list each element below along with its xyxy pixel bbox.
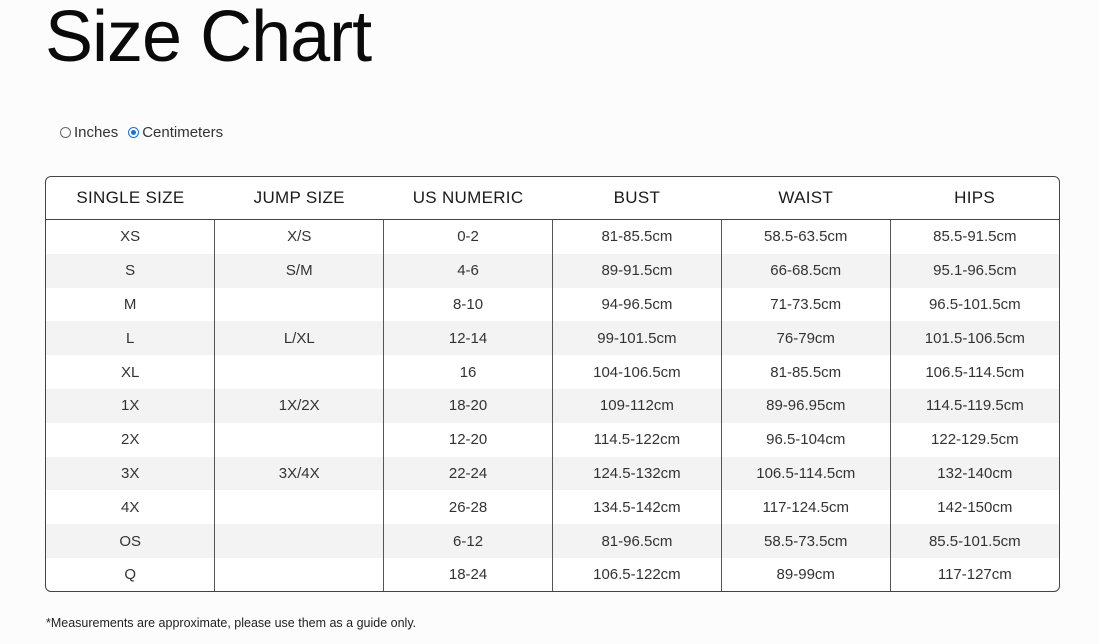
cell-bust: 89-91.5cm: [552, 254, 721, 288]
table-row: [46, 558, 1059, 592]
cell-waist: 89-96.95cm: [721, 389, 890, 423]
cell-us-numeric: 4-6: [384, 254, 553, 288]
cell-jump-size: [215, 558, 384, 592]
cell-single-size: 1X: [46, 389, 215, 423]
cell-us-numeric: 16: [384, 355, 553, 389]
table-row: [46, 490, 1059, 524]
cell-waist: 76-79cm: [721, 321, 890, 355]
header-us-numeric: US NUMERIC: [384, 177, 553, 220]
cell-bust: 134.5-142cm: [552, 490, 721, 524]
cell-waist: 71-73.5cm: [721, 288, 890, 322]
cell-hips: 96.5-101.5cm: [928, 295, 1021, 313]
cell-waist: 117-124.5cm: [721, 490, 890, 524]
table-row: [46, 423, 1059, 457]
cell-waist: 58.5-63.5cm: [721, 220, 890, 254]
cell-hips: 114.5-119.5cm: [890, 389, 1059, 423]
cell-single-size: 4X: [46, 490, 215, 524]
unit-option-centimeters[interactable]: [128, 124, 223, 141]
header-single-size: SINGLE SIZE: [46, 177, 215, 220]
cell-hips: 142-150cm: [937, 498, 1013, 516]
cell-waist: 106.5-114.5cm: [721, 457, 890, 491]
header-jump-size: JUMP SIZE: [215, 177, 384, 220]
unit-toggle: [60, 124, 223, 141]
table-row: [46, 321, 1059, 355]
inches-radio[interactable]: [60, 127, 71, 138]
cell-hips: 122-129.5cm: [931, 431, 1019, 449]
cell-waist: 58.5-73.5cm: [721, 524, 890, 558]
cell-hips: 132-140cm: [890, 457, 1059, 491]
cell-waist: 96.5-104cm: [721, 423, 890, 457]
cell-hips: 85.5-101.5cm: [890, 524, 1059, 558]
cell-hips: 106.5-114.5cm: [925, 363, 1025, 381]
cell-hips: 117-127cm: [937, 566, 1012, 584]
cell-single-size: OS: [46, 524, 215, 558]
cell-bust: 94-96.5cm: [552, 288, 721, 322]
cell-us-numeric: 18-24: [384, 558, 553, 592]
cell-us-numeric: 0-2: [384, 220, 553, 254]
inches-label: Inches: [74, 124, 119, 141]
cell-jump-size: 3X/4X: [215, 457, 384, 491]
cell-single-size: 2X: [46, 423, 215, 457]
cell-hips: 101.5-106.5cm: [890, 321, 1059, 355]
table-row: [46, 288, 1059, 322]
header-waist: WAIST: [721, 177, 890, 220]
table-header-row: [46, 177, 1059, 220]
cell-jump-size: 1X/2X: [215, 389, 384, 423]
cell-single-size: XS: [46, 220, 215, 254]
table-row: [46, 220, 1059, 254]
cell-single-size: XL: [46, 355, 215, 389]
cell-us-numeric: 12-20: [384, 423, 553, 457]
cell-jump-size: [215, 288, 384, 322]
cell-us-numeric: 26-28: [384, 490, 553, 524]
cell-jump-size: [215, 524, 384, 558]
cell-single-size: Q: [46, 558, 215, 592]
cell-us-numeric: 18-20: [384, 389, 553, 423]
cell-waist: 66-68.5cm: [721, 254, 890, 288]
cell-jump-size: [215, 423, 384, 457]
cell-jump-size: L/XL: [215, 321, 384, 355]
cell-us-numeric: 22-24: [384, 457, 553, 491]
page-title: Size Chart: [45, 0, 372, 77]
cell-hips: 85.5-91.5cm: [933, 228, 1017, 246]
header-hips: HIPS: [890, 177, 1059, 220]
measurement-footnote: *Measurements are approximate, please use them as a guide only.: [46, 616, 417, 630]
centimeters-radio[interactable]: [128, 127, 139, 138]
cell-bust: 109-112cm: [552, 389, 721, 423]
size-table: [46, 177, 1059, 592]
table-row: [46, 389, 1059, 423]
cell-bust: 104-106.5cm: [552, 355, 721, 389]
cell-single-size: S: [46, 254, 215, 288]
table-row: [46, 254, 1059, 288]
header-bust: BUST: [552, 177, 721, 220]
cell-bust: 81-96.5cm: [552, 524, 721, 558]
table-row: [46, 457, 1059, 491]
size-table-body: [46, 220, 1059, 592]
cell-us-numeric: 12-14: [384, 321, 553, 355]
size-table-container: [45, 176, 1060, 592]
cell-hips: 95.1-96.5cm: [890, 254, 1059, 288]
cell-jump-size: [215, 490, 384, 524]
centimeters-label: Centimeters: [142, 124, 224, 141]
unit-option-inches[interactable]: [60, 124, 118, 141]
cell-single-size: 3X: [46, 457, 215, 491]
cell-single-size: M: [46, 288, 215, 322]
cell-single-size: L: [46, 321, 215, 355]
cell-bust: 124.5-132cm: [552, 457, 721, 491]
cell-bust: 81-85.5cm: [552, 220, 721, 254]
cell-bust: 114.5-122cm: [552, 423, 721, 457]
cell-bust: 99-101.5cm: [552, 321, 721, 355]
cell-us-numeric: 6-12: [384, 524, 553, 558]
cell-jump-size: [215, 355, 384, 389]
cell-jump-size: X/S: [215, 220, 384, 254]
cell-waist: 81-85.5cm: [721, 355, 890, 389]
table-row: [46, 355, 1059, 389]
cell-us-numeric: 8-10: [384, 288, 553, 322]
cell-jump-size: S/M: [215, 254, 384, 288]
table-row: [46, 524, 1059, 558]
cell-waist: 89-99cm: [721, 558, 890, 592]
cell-bust: 106.5-122cm: [552, 558, 721, 592]
